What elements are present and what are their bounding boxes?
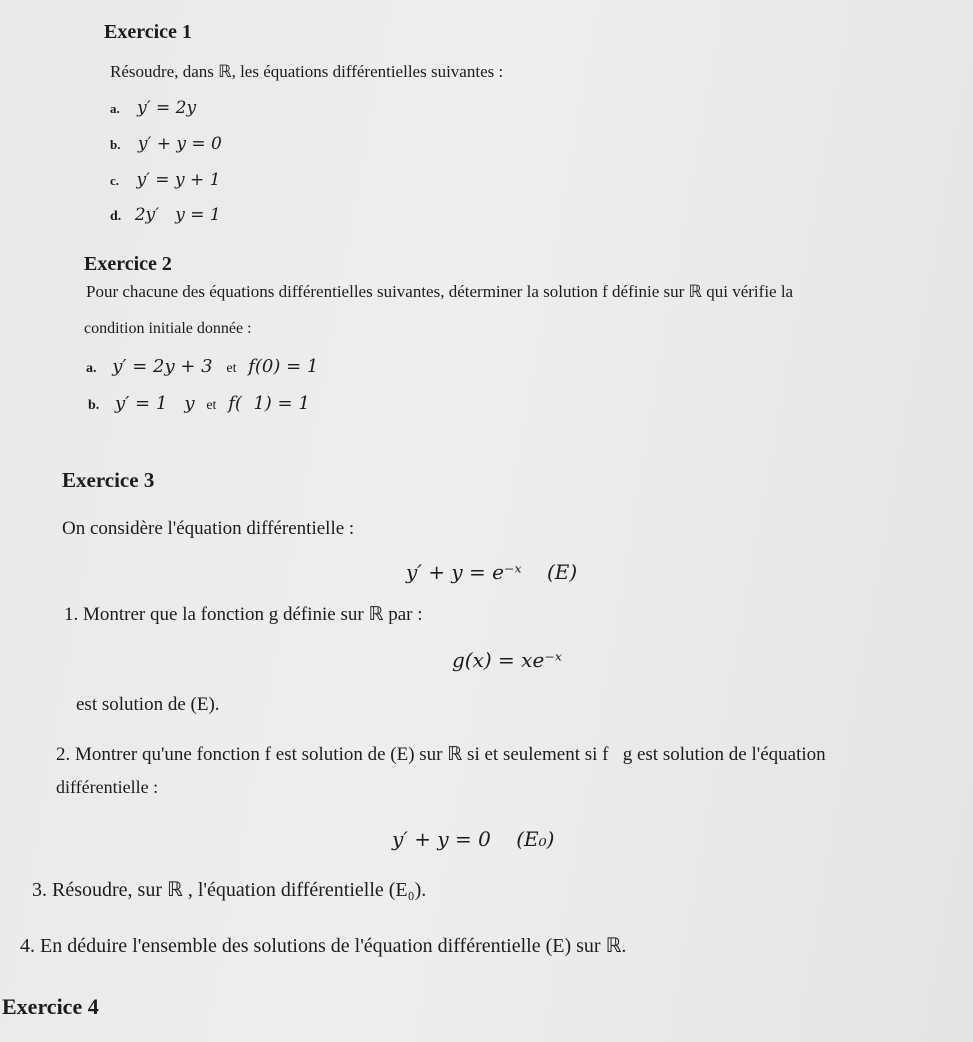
ex2-item-label: b. <box>88 398 100 413</box>
ex2-item-b <box>88 393 310 414</box>
ex2-item-condition: f( 1) = 1 <box>228 393 310 414</box>
equation-E0: y′ + y = 0 (E₀) <box>392 827 555 851</box>
question-1-conclusion: est solution de (E). <box>76 694 220 715</box>
exercise-1-intro: Résoudre, dans ℝ, les équations différentielles suivantes : <box>110 62 504 81</box>
ex2-item-connector: et <box>226 361 237 376</box>
ex2-item-equation: y′ = 2y + 3 <box>112 356 213 377</box>
ex1-item-a <box>110 98 196 118</box>
exercise-2-intro-line1: Pour chacune des équations différentielles suivantes, déterminer la solution f définie sur ℝ qui vérifie la <box>86 282 794 301</box>
exercise-3-intro: On considère l'équation différentielle : <box>62 518 355 539</box>
ex2-item-equation: y′ = 1 y <box>115 393 195 414</box>
exercise-4-title: Exercice 4 <box>2 994 99 1019</box>
ex1-item-equation: y′ + y = 0 <box>137 134 222 154</box>
ex2-item-label: a. <box>86 361 97 376</box>
ex1-item-equation: 2y′ y = 1 <box>134 205 221 225</box>
ex1-item-c <box>110 170 220 190</box>
function-g-definition: g(x) = xe⁻ˣ <box>452 648 562 672</box>
ex1-item-label: d. <box>110 209 122 224</box>
ex1-item-equation: y′ = 2y <box>137 98 197 118</box>
ex2-item-a <box>86 356 318 377</box>
ex1-item-d <box>110 205 221 225</box>
exercise-1-title: Exercice 1 <box>104 21 192 43</box>
exercise-3-title: Exercice 3 <box>62 468 155 492</box>
question-4: 4. En déduire l'ensemble des solutions de l'équation différentielle (E) sur ℝ. <box>20 935 627 957</box>
ex1-item-label: a. <box>110 101 120 116</box>
ex1-item-b <box>110 134 222 154</box>
ex2-item-connector: et <box>206 398 217 413</box>
ex2-item-condition: f(0) = 1 <box>248 356 319 377</box>
question-1: 1. Montrer que la fonction g définie sur ℝ par : <box>64 604 423 625</box>
ex1-item-equation: y′ = y + 1 <box>136 170 221 190</box>
ex1-item-label: b. <box>110 137 121 152</box>
question-2-line2: différentielle : <box>56 777 159 797</box>
exercise-2-intro-line2: condition initiale donnée : <box>84 320 252 337</box>
question-2-line1: 2. Montrer qu'une fonction f est solution de (E) sur ℝ si et seulement si f g est solution de l'équation <box>56 744 826 765</box>
ex1-item-label: c. <box>110 173 120 188</box>
equation-E: y′ + y = e⁻ˣ (E) <box>406 560 578 584</box>
exercise-2-title: Exercice 2 <box>84 253 172 275</box>
question-3: 3. Résoudre, sur ℝ , l'équation différentielle (E₀). <box>32 879 427 901</box>
